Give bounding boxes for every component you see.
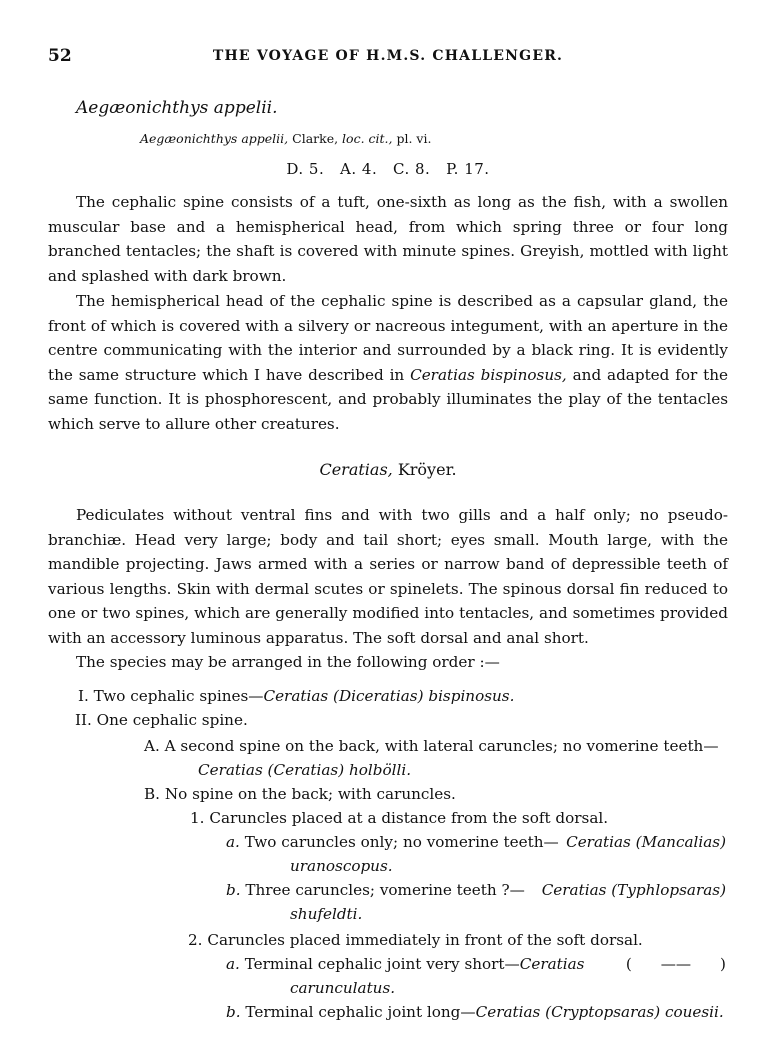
key-item-A-name	[198, 758, 411, 782]
key-item-B2b	[226, 1000, 724, 1024]
key-B1b-label: b.	[226, 881, 241, 899]
genus-name: Ceratias,	[319, 460, 393, 479]
key-B1a-name2: uranoscopus.	[290, 857, 393, 875]
genus-heading	[0, 460, 776, 479]
key-A-name: Ceratias (Ceratias) holbölli.	[198, 761, 412, 779]
key-item-B2: 2. Caruncles placed immediately in front of the soft dorsal.	[188, 931, 643, 949]
species-title: Aegæonichthys appelii.	[76, 98, 278, 118]
key-B1b-name: Ceratias (Typhlopsaras)	[541, 881, 726, 899]
synonym-loc: loc. cit.,	[342, 131, 393, 146]
fin-formula: D. 5. A. 4. C. 8. P. 17.	[286, 160, 490, 178]
key-item-B1b-name2	[290, 902, 362, 926]
paragraph-description: The cephalic spine consists of a tuft, one-sixth as long as the fish, with a swollen muscular base and a hemispherical head, from which spring three or four long branched tentacles; the shaft is covered with minute spines. Greyish, mottled with light and splashed with dark brown.	[48, 193, 728, 285]
synonymy-line	[140, 131, 431, 146]
key-B1b-text: Three caruncles; vomerine teeth ?—	[240, 881, 525, 899]
key-item-B1a	[226, 830, 726, 854]
key-B2a-blank: ( —— )	[625, 955, 726, 973]
key-B2b-label: b.	[226, 1003, 241, 1021]
key-B2a-text: Terminal cephalic joint very short—	[239, 955, 520, 973]
synonym-ref: Clarke,	[288, 131, 343, 146]
key-I-name: Ceratias (Diceratias) bispinosus.	[263, 687, 515, 705]
key-B1b-name2: shufeldti.	[290, 905, 363, 923]
synonym-name: Aegæonichthys appelii,	[140, 131, 289, 146]
paragraph-order-intro: The species may be arranged in the following order :—	[76, 653, 500, 671]
key-B2a-name: Ceratias	[519, 955, 585, 973]
key-item-II: II. One cephalic spine.	[75, 711, 248, 729]
key-item-B2a	[226, 952, 726, 976]
key-B2b-name: Ceratias (Cryptopsaras) couesii.	[475, 1003, 724, 1021]
running-title: THE VOYAGE OF H.M.S. CHALLENGER.	[212, 48, 564, 64]
paragraph-genus-diagnosis: Pediculates without ventral fins and with two gills and a half only; no pseudo-branchiæ. Head very large; body and tail short; eyes small. Mouth large, with the mandible projecting. Jaws armed with a series or narrow band of depressible teeth of various lengths. Skin with dermal scutes or spinelets. The spinous dorsal fin reduced to one or two spines, which are generally modified into tentacles, and sometimes provided with an accessory luminous apparatus. The soft dorsal and anal short.	[48, 506, 728, 647]
key-B2a-label: a.	[226, 955, 240, 973]
paragraph-gland	[48, 289, 728, 436]
key-I-text: I. Two cephalic spines—	[78, 687, 264, 705]
synonym-plate: pl. vi.	[392, 131, 432, 146]
p2-text-c: and adapted for the same function. It is phosphorescent, and probably illuminates the play of the tentacles which serve to allure other creatures.	[48, 365, 728, 433]
p2-text-a: The hemispherical head of the cephalic spine is described as a capsular gland, the front of which is covered with a silvery or nacreous integument, with an aperture in the centre communicating with the interior and surrounded by a black ring. It is evidently the same structure which I have described in	[48, 292, 728, 384]
key-item-B1: 1. Caruncles placed at a distance from the soft dorsal.	[190, 809, 609, 827]
key-item-I	[78, 684, 514, 708]
key-item-B2a-name2	[290, 976, 395, 1000]
key-B2b-text: Terminal cephalic joint long—	[240, 1003, 476, 1021]
key-item-B1a-name2	[290, 854, 393, 878]
genus-author: Kröyer.	[392, 460, 457, 479]
page-number: 52	[48, 46, 72, 66]
key-B2a-name2: carunculatus.	[290, 979, 396, 997]
key-item-B1b	[226, 878, 726, 902]
key-B1a-name: Ceratias (Mancalias)	[566, 833, 726, 851]
key-item-A: A. A second spine on the back, with lateral caruncles; no vomerine teeth—	[144, 737, 719, 755]
key-B1a-text: Two caruncles only; no vomerine teeth—	[239, 833, 559, 851]
key-B1a-label: a.	[226, 833, 240, 851]
p2-species-ref: Ceratias bispinosus,	[410, 365, 567, 384]
key-item-B: B. No spine on the back; with caruncles.	[144, 785, 456, 803]
page-header	[48, 46, 728, 72]
